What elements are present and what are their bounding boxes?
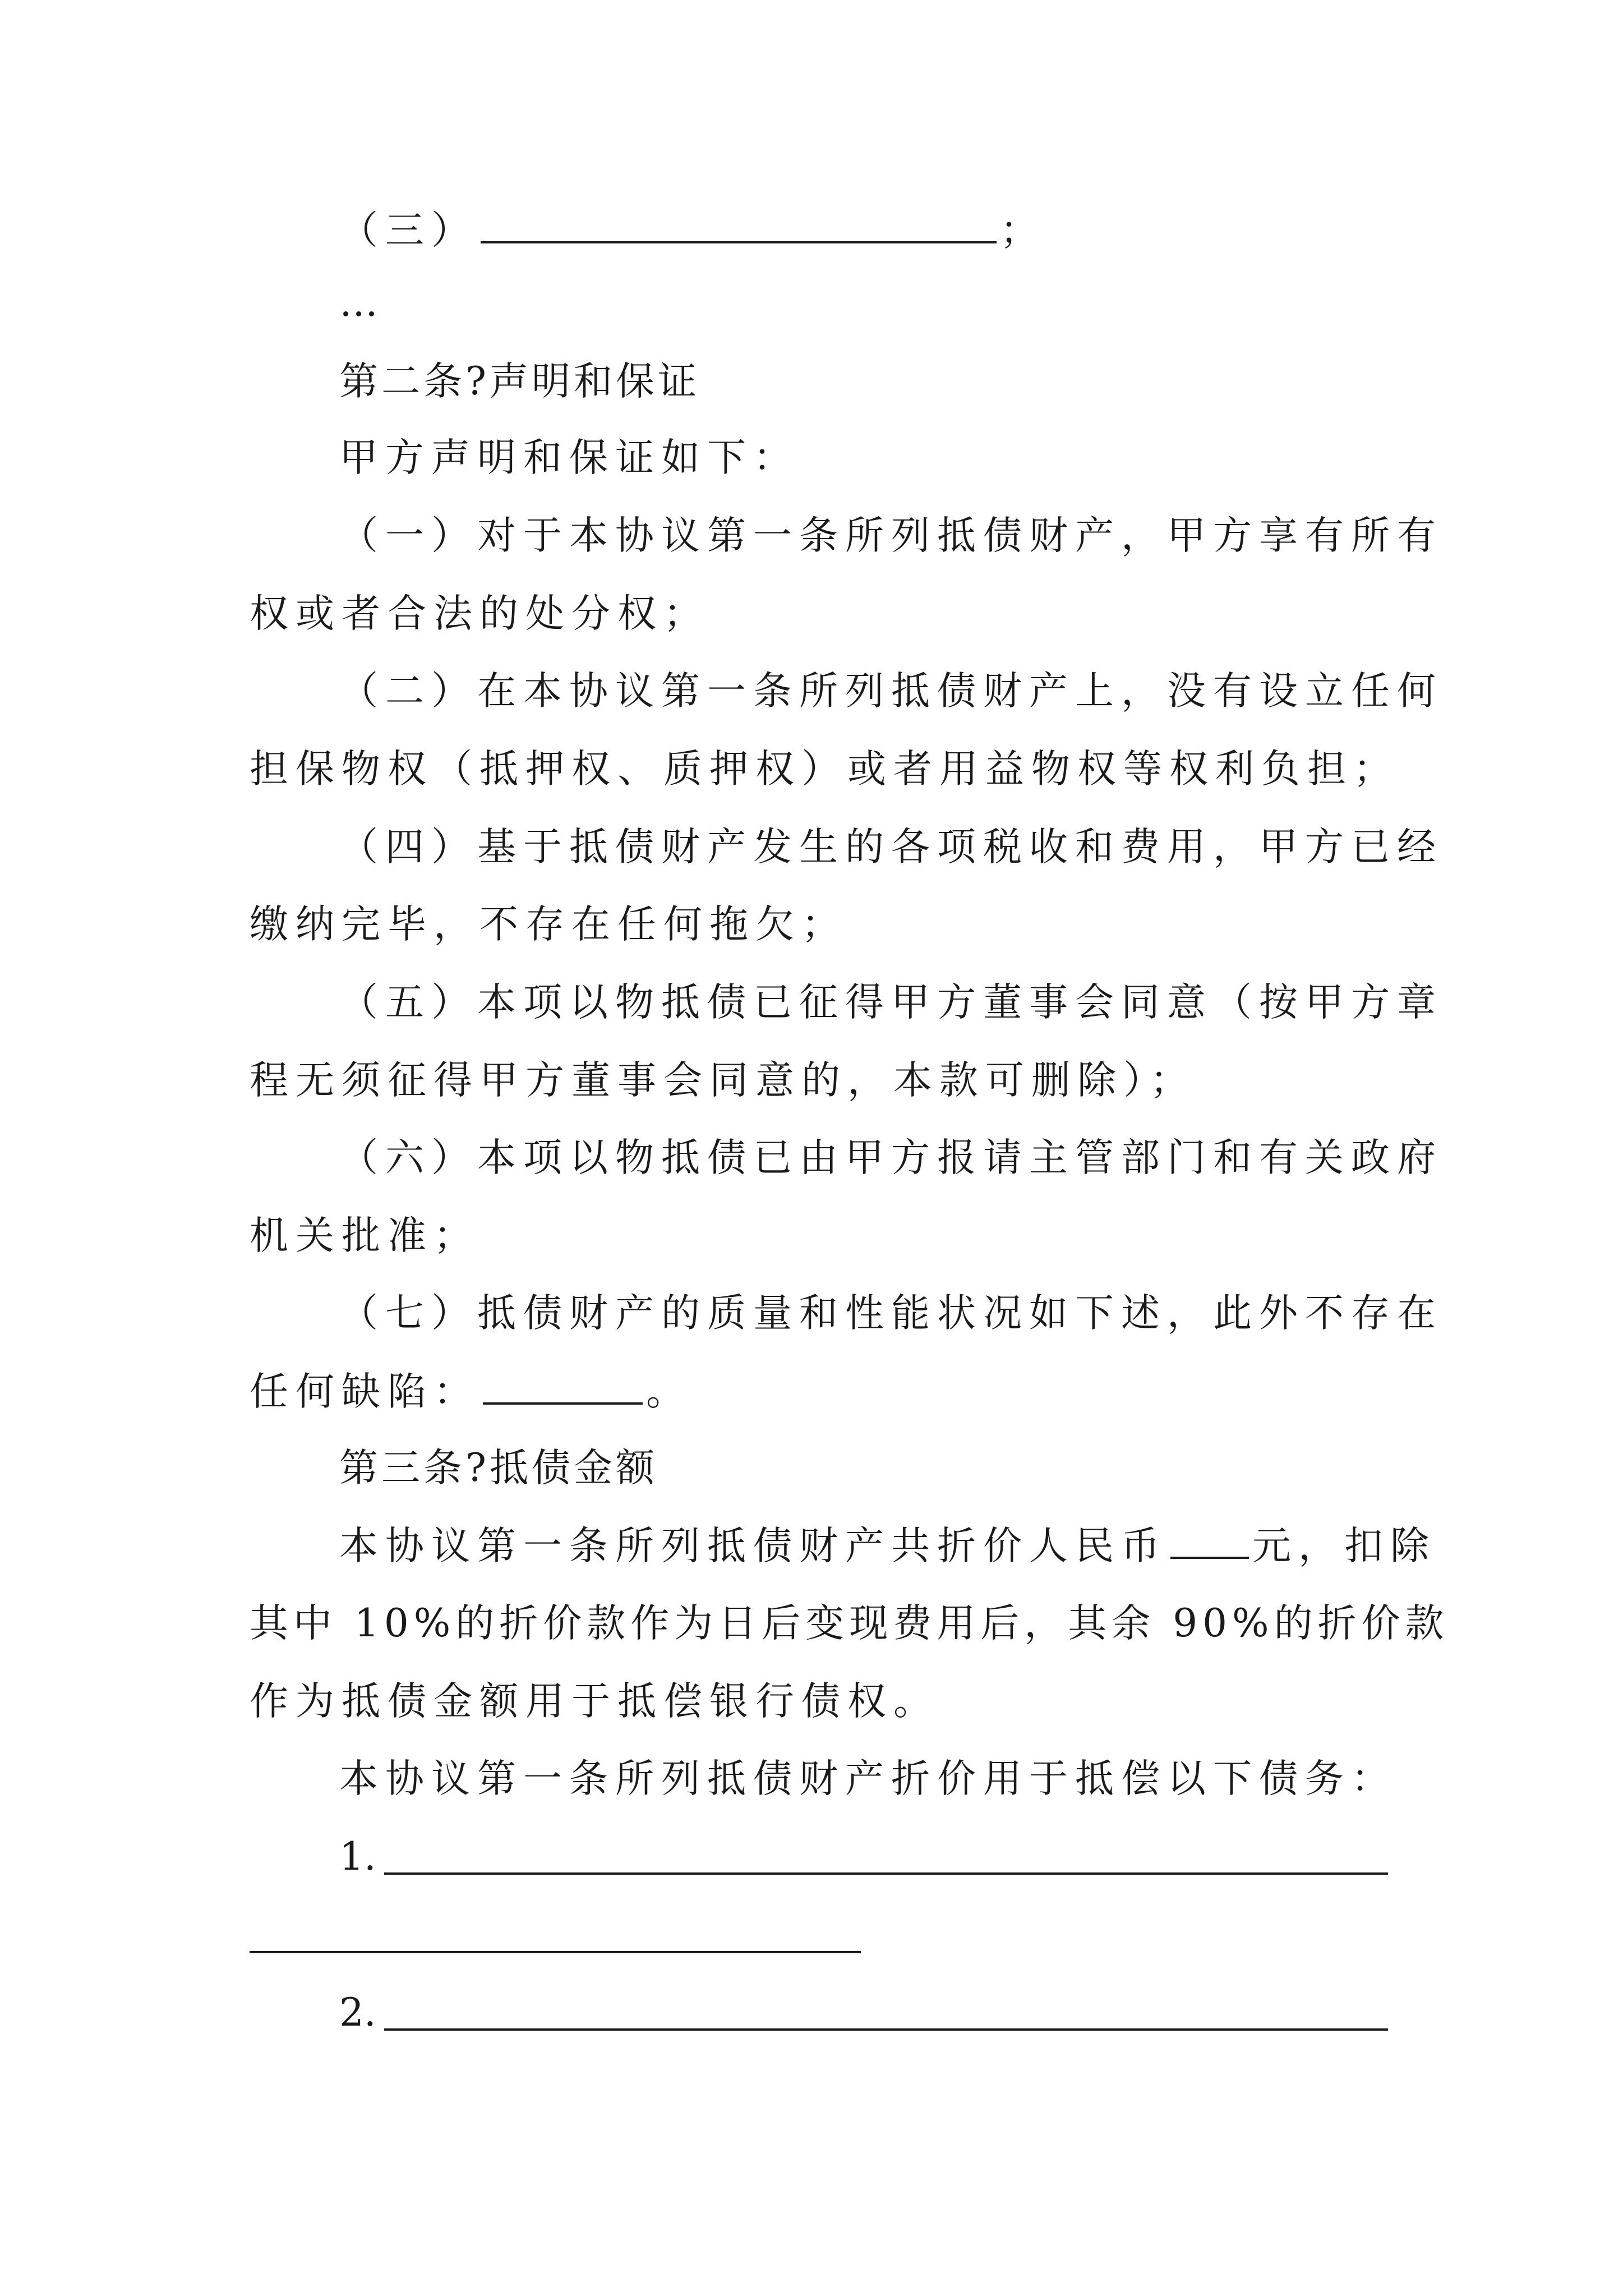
- a2-item-5-line-1: （五）本项以物抵债已征得甲方董事会同意（按甲方章: [339, 980, 1443, 1025]
- a2-item-2-line-2: 担保物权（抵押权、质押权）或者用益物权等权利负担；: [250, 747, 1399, 792]
- item-3-blank: [481, 208, 997, 243]
- debt-1-label: 1.: [339, 1834, 376, 1879]
- a2-item-4-line-2: 缴纳完毕，不存在任何拖欠；: [250, 902, 847, 947]
- ellipsis: …: [339, 280, 385, 325]
- a2-item-6-line-1: （六）本项以物抵债已由甲方报请主管部门和有关政府: [339, 1135, 1443, 1180]
- debt-1-rule-2: [250, 1951, 861, 1953]
- article-2-intro: 甲方声明和保证如下：: [339, 435, 799, 480]
- a3-para-1-line-1: [339, 1523, 1436, 1568]
- a2-item-5-line-2: 程无须征得甲方董事会同意的，本款可删除）；: [250, 1058, 1196, 1103]
- defects-blank: [483, 1369, 643, 1405]
- a3-para-1-line-1-end: 元，扣除: [1252, 1524, 1436, 1568]
- a3-para-1-line-2: 其中 10%的折价款作为日后变现费用后，其余 90%的折价款: [250, 1601, 1449, 1646]
- debt-2-label: 2.: [339, 1990, 376, 2035]
- a2-item-7-line-2: [250, 1369, 692, 1414]
- a2-item-6-line-2: 机关批准；: [250, 1213, 479, 1258]
- a3-para-2: 本协议第一条所列抵债财产折价用于抵偿以下债务：: [339, 1756, 1397, 1801]
- article-2-title: 第二条?声明和保证: [339, 359, 700, 404]
- debt-1-rule-1: [384, 1872, 1388, 1875]
- item-3-line: [339, 208, 1046, 252]
- a2-item-7-line-2-end: 。: [646, 1369, 692, 1414]
- article-3-title: 第三条?抵债金额: [339, 1446, 658, 1490]
- item-3-end: ；: [1000, 208, 1046, 253]
- a2-item-4-line-1: （四）基于抵债财产发生的各项税收和费用，甲方已经: [339, 825, 1443, 869]
- a2-item-7-line-1: （七）抵债财产的质量和性能状况如下述，此外不存在: [339, 1291, 1443, 1336]
- item-3-label: （三）: [339, 208, 477, 253]
- a2-item-2-line-1: （二）在本协议第一条所列抵债财产上，没有设立任何: [339, 669, 1443, 714]
- a2-item-7-line-2-text: 任何缺陷：: [250, 1369, 479, 1414]
- a2-item-1-line-2: 权或者合法的处分权；: [250, 591, 709, 636]
- a2-item-1-line-1: （一）对于本协议第一条所列抵债财产，甲方享有所有: [339, 513, 1443, 558]
- amount-blank: [1170, 1523, 1249, 1559]
- a3-para-1-line-1-text: 本协议第一条所列抵债财产共折价人民币: [339, 1524, 1167, 1568]
- a3-para-1-line-3: 作为抵债金额用于抵偿银行债权。: [250, 1679, 939, 1724]
- debt-2-rule: [384, 2028, 1388, 2031]
